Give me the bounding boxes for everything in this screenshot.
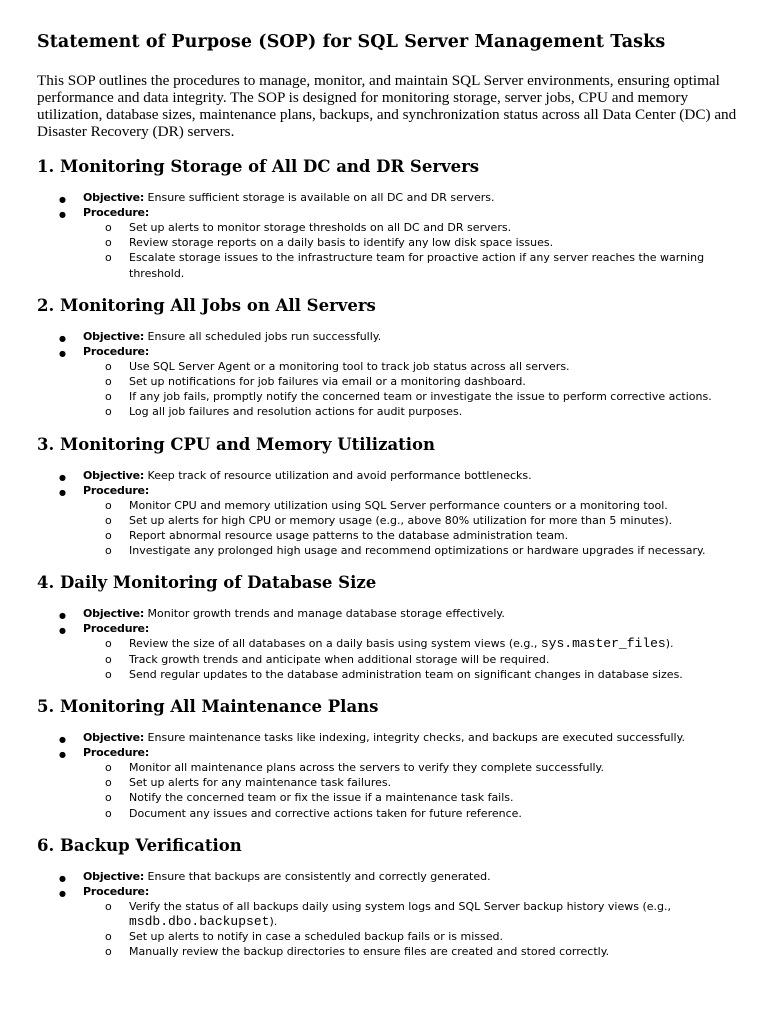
step-text: Verify the status of all backups daily using system logs and SQL Server backup history views (e.g., — [129, 899, 671, 913]
circle-bullet-icon: o — [105, 899, 112, 913]
circle-bullet-icon: o — [105, 529, 112, 543]
procedure-step — [83, 944, 737, 959]
step-text: Track growth trends and anticipate when additional storage will be required. — [129, 652, 550, 666]
section-list — [37, 869, 737, 960]
bullet-icon: ● — [59, 472, 66, 482]
step-text: Set up notifications for job failures via email or a monitoring dashboard. — [129, 375, 526, 389]
step-text: Log all job failures and resolution actions for audit purposes. — [129, 405, 463, 419]
bullet-icon: ● — [59, 487, 66, 497]
procedure-step — [83, 806, 737, 821]
objective-text: Keep track of resource utilization and avoid performance bottlenecks. — [144, 468, 532, 482]
procedure-item — [37, 621, 737, 682]
bullet-icon: ● — [59, 195, 66, 204]
document-page — [37, 30, 737, 974]
section-heading: 2. Monitoring All Jobs on All Servers — [37, 295, 376, 315]
step-text: If any job fails, promptly notify the concerned team or investigate the issue to perform corrective actions. — [129, 390, 712, 404]
circle-bullet-icon: o — [105, 221, 112, 234]
circle-bullet-icon: o — [105, 390, 112, 404]
procedure-label: Procedure: — [83, 884, 150, 898]
objective-label: Objective: — [83, 468, 145, 482]
circle-bullet-icon: o — [105, 652, 112, 666]
objective-item — [37, 468, 737, 483]
objective-text: Ensure all scheduled jobs run successfully. — [144, 329, 382, 343]
procedure-steps — [83, 220, 737, 281]
procedure-step — [83, 404, 737, 419]
procedure-step — [83, 790, 737, 805]
circle-bullet-icon: o — [105, 498, 112, 512]
circle-bullet-icon: o — [105, 513, 112, 527]
objective-text: Ensure maintenance tasks like indexing, integrity checks, and backups are executed successfully. — [144, 731, 686, 745]
circle-bullet-icon: o — [105, 667, 112, 681]
circle-bullet-icon: o — [105, 637, 112, 651]
document-title: Statement of Purpose (SOP) for SQL Server Management Tasks — [37, 32, 666, 52]
bullet-icon: ● — [59, 611, 66, 621]
procedure-label: Procedure: — [83, 344, 150, 358]
code-snippet: msdb.dbo.backupset — [129, 914, 270, 930]
procedure-step — [83, 636, 737, 651]
bullet-icon: ● — [59, 626, 66, 636]
objective-item — [37, 869, 737, 884]
procedure-step — [83, 760, 737, 775]
procedure-step — [83, 250, 737, 280]
procedure-item — [37, 483, 737, 559]
procedure-step — [83, 389, 737, 404]
step-text-after: ). — [269, 915, 278, 929]
procedure-steps — [83, 899, 737, 960]
step-text: Set up alerts for any maintenance task failures. — [129, 776, 392, 790]
section-heading: 1. Monitoring Storage of All DC and DR Servers — [37, 157, 480, 176]
objective-text: Ensure sufficient storage is available on all DC and DR servers. — [144, 191, 495, 204]
circle-bullet-icon: o — [105, 359, 112, 373]
objective-text: Monitor growth trends and manage database storage effectively. — [144, 607, 505, 621]
step-text: Escalate storage issues to the infrastructure team for proactive action if any server reaches the warning threshold. — [129, 251, 705, 280]
step-text: Notify the concerned team or fix the issue if a maintenance task fails. — [129, 791, 514, 805]
circle-bullet-icon: o — [105, 945, 112, 959]
circle-bullet-icon: o — [105, 375, 112, 389]
circle-bullet-icon: o — [105, 761, 112, 775]
section-list — [37, 190, 737, 281]
intro-paragraph: This SOP outlines the procedures to manage, monitor, and maintain SQL Server environments, ensuring optimal performance and data integrity. The SOP is designed for monitoring storage, server jobs, CPU and memory utilization, database sizes, maintenance plans, backups, and synchronization status across all Data Center (DC) and Disaster Recovery (DR) servers. — [37, 72, 737, 140]
bullet-icon: ● — [59, 888, 66, 898]
procedure-item — [37, 205, 737, 281]
step-text-after: ). — [665, 637, 674, 651]
procedure-item — [37, 884, 737, 960]
step-text: Review the size of all databases on a daily basis using system views (e.g., — [129, 637, 541, 651]
section-list — [37, 329, 737, 420]
procedure-step — [83, 513, 737, 528]
objective-label: Objective: — [83, 607, 145, 621]
procedure-label: Procedure: — [83, 206, 150, 219]
procedure-step — [83, 235, 737, 250]
procedure-steps — [83, 498, 737, 559]
procedure-step — [83, 899, 737, 929]
procedure-step — [83, 652, 737, 667]
objective-label: Objective: — [83, 731, 145, 745]
step-text: Monitor CPU and memory utilization using SQL Server performance counters or a monitoring tool. — [129, 498, 668, 512]
step-text: Manually review the backup directories to ensure files are created and stored correctly. — [129, 945, 610, 959]
procedure-label: Procedure: — [83, 622, 150, 636]
objective-label: Objective: — [83, 329, 145, 343]
circle-bullet-icon: o — [105, 405, 112, 419]
objective-label: Objective: — [83, 869, 145, 883]
procedure-step — [83, 929, 737, 944]
objective-item — [37, 730, 737, 745]
procedure-step — [83, 528, 737, 543]
step-text: Set up alerts to notify in case a scheduled backup fails or is missed. — [129, 930, 503, 944]
section-list — [37, 468, 737, 559]
objective-item — [37, 190, 737, 205]
procedure-step — [83, 543, 737, 558]
code-snippet: sys.master_files — [540, 636, 666, 652]
section-heading: 4. Daily Monitoring of Database Size — [37, 573, 377, 593]
step-text: Monitor all maintenance plans across the servers to verify they complete successfully. — [129, 761, 604, 775]
step-text: Report abnormal resource usage patterns to the database administration team. — [129, 529, 569, 543]
bullet-icon: ● — [59, 735, 66, 745]
procedure-step — [83, 220, 737, 235]
circle-bullet-icon: o — [105, 776, 112, 790]
procedure-step — [83, 775, 737, 790]
section-heading: 3. Monitoring CPU and Memory Utilization — [37, 434, 436, 454]
objective-label: Objective: — [83, 191, 145, 204]
step-text: Use SQL Server Agent or a monitoring tool to track job status across all servers. — [129, 359, 570, 373]
objective-item — [37, 329, 737, 344]
objective-item — [37, 606, 737, 621]
procedure-step — [83, 359, 737, 374]
procedure-steps — [83, 359, 737, 420]
step-text: Investigate any prolonged high usage and recommend optimizations or hardware upgrades if necessary. — [129, 544, 706, 558]
objective-text: Ensure that backups are consistently and correctly generated. — [144, 869, 491, 883]
section-heading: 5. Monitoring All Maintenance Plans — [37, 697, 379, 717]
procedure-step — [83, 374, 737, 389]
section-list — [37, 606, 737, 682]
procedure-label: Procedure: — [83, 483, 150, 497]
procedure-step — [83, 498, 737, 513]
bullet-icon: ● — [59, 210, 66, 219]
procedure-label: Procedure: — [83, 746, 150, 760]
procedure-item — [37, 745, 737, 821]
step-text: Review storage reports on a daily basis to identify any low disk space issues. — [129, 236, 554, 250]
step-text: Document any issues and corrective actions taken for future reference. — [129, 806, 522, 820]
circle-bullet-icon: o — [105, 251, 112, 265]
circle-bullet-icon: o — [105, 236, 112, 250]
circle-bullet-icon: o — [105, 930, 112, 944]
bullet-icon: ● — [59, 750, 66, 760]
circle-bullet-icon: o — [105, 806, 112, 820]
section-heading: 6. Backup Verification — [37, 835, 242, 855]
step-text: Send regular updates to the database administration team on significant changes in database sizes. — [129, 667, 683, 681]
procedure-steps — [83, 760, 737, 821]
section-list — [37, 730, 737, 821]
circle-bullet-icon: o — [105, 544, 112, 558]
step-text: Set up alerts for high CPU or memory usage (e.g., above 80% utilization for more than 5 minutes). — [129, 513, 673, 527]
step-text: Set up alerts to monitor storage thresholds on all DC and DR servers. — [129, 221, 512, 234]
sections-container — [37, 156, 737, 960]
procedure-step — [83, 667, 737, 682]
circle-bullet-icon: o — [105, 791, 112, 805]
procedure-item — [37, 344, 737, 420]
bullet-icon: ● — [59, 333, 66, 343]
bullet-icon: ● — [59, 348, 66, 358]
bullet-icon: ● — [59, 873, 66, 883]
procedure-steps — [83, 636, 737, 682]
